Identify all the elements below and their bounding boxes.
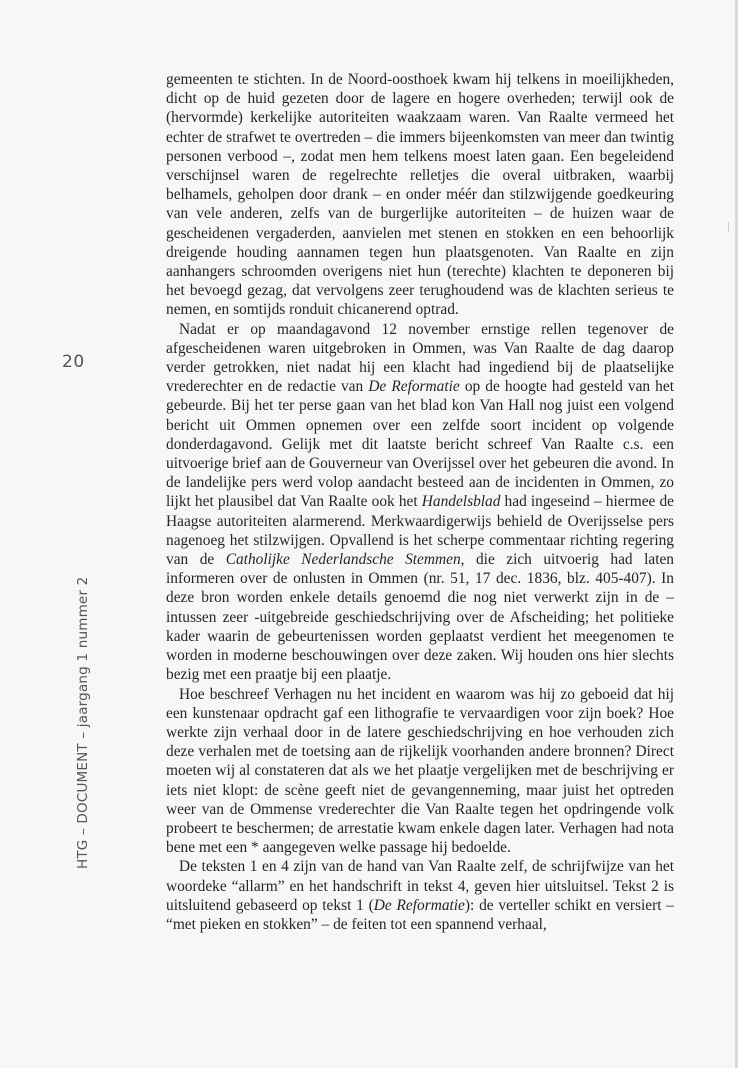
text-run: , die zich uitvoerig had laten informeren over de onlusten in Ommen (nr. 51, 17 dec. 1836, blz. 405-407). In deze bron worden enkele details genoemd die nog niet verwerkt zijn in de – intussen zeer -uitgebreide geschiedschrijving over de Afscheiding; het politieke kader waarin de gebeurtenissen worden geplaatst verdient het meegenomen te worden in moderne beschouwingen over deze zaken. Wij houden ons hier slechts bezig met een praatje bij een plaatje.	[166, 551, 674, 684]
text-run: op de hoogte had gesteld van het gebeurde. Bij het ter perse gaan van het blad kon Van Hall nog juist een volgend bericht uit Ommen opnemen over een zelfde soort incident op volgende donderdagavond. Gelijk met dit laatste bericht schreef Van Raalte c.s. een uitvoerige brief aan de Gouverneur van Overijssel over het gebeuren die avond. In de landelijke pers werd volop aandacht besteed aan de incidenten in Ommen, zo lijkt het plausibel dat Van Raalte ook het	[166, 378, 674, 511]
margin-mark	[728, 222, 733, 232]
italic-title: De Reformatie	[373, 896, 465, 914]
text-run: had ingeseind – hiermee de Haagse autoriteiten alarmerend. Merkwaardigerwijs behield de Overijsselse pers nagenoeg het stilzwijgen. Opvallend is het scherpe commentaar richting regering van de	[166, 493, 675, 569]
paragraph	[166, 685, 674, 858]
text-run: gemeenten te stichten. In de Noord-oosthoek kwam hij telkens in moeilijkheden, dicht op de huid gezeten door de lagere en hogere overheden; terwijl ook de (hervormde) kerkelijke autoriteiten waakzaam waren. Van Raalte vermeed het echter de strafwet te overtreden – die immers bijeenkomsten van meer dan twintig personen verbood –, zodat men hem telkens moest laten gaan. Een begeleidend verschijnsel waren de regelrechte relletjes die overal uitbraken, waarbij belhamels, geholpen door drank – en onder méér dan stilzwijgende goedkeuring van vele anderen, zelfs van de burgerlijke autoriteiten – de huizen waar de gescheidenen vergaderden, aanvielen met stenen en stokken en een behoorlijk dreigende houding aannamen tegen hun plaatsgenoten. Van Raalte en zijn aanhangers schroomden overigens niet hun (terechte) klachten te deponeren bij het bevoegd gezag, dat vervolgens zeer terughoudend was de klachten serieus te nemen, en somtijds ronduit chicanerend optrad.	[166, 71, 674, 319]
body-text	[166, 70, 674, 934]
text-run: De teksten 1 en 4 zijn van de hand van Van Raalte zelf, de schrijfwijze van het woordeke “allarm” en het handschrift in tekst 4, geven hier uitsluitsel. Tekst 2 is uitsluitend gebaseerd op tekst 1 (	[166, 858, 674, 914]
page-number: 20	[62, 352, 85, 372]
italic-title: Catholijke Nederlandsche Stemmen	[225, 551, 461, 569]
text-run: ): de verteller schikt en versiert – “met pieken en stokken” – de feiten tot een spannend verhaal,	[166, 896, 675, 933]
italic-title: De Reformatie	[368, 378, 460, 396]
paragraph	[166, 857, 674, 934]
paragraph	[166, 320, 674, 685]
italic-title: Handelsblad	[421, 493, 501, 511]
running-head: HTG – DOCUMENT – jaargang 1 nummer 2	[75, 576, 91, 869]
paragraph	[166, 70, 674, 320]
text-run: Hoe beschreef Verhagen nu het incident en waarom was hij zo geboeid dat hij een kunstenaar opdracht gaf een lithografie te vervaardigen voor zijn boek? Hoe werkte zijn verhaal door in de latere geschiedschrijving en hoe verhouden zich deze verhalen met de toetsing aan de rijkelijk voorhanden andere bronnen? Direct moeten wij al constateren dat als we het plaatje vergelijken met de beschrijving er iets niet klopt: de scène geeft niet de gevangenneming, maar juist het optreden weer van de Ommense vrederechter die Van Raalte tegen het opdringende volk probeert te beschermen; de arrestatie kwam enkele dagen later. Verhagen had nota bene met een * aangegeven welke passage hij bedoelde.	[166, 685, 674, 857]
text-run: Nadat er op maandagavond 12 november ernstige rellen tegenover de afgescheidenen waren uitgebroken in Ommen, was Van Raalte de dag daarop verder getrokken, niet nadat hij een klacht had ingediend bij de plaatselijke vrederechter en de redactie van	[166, 320, 674, 396]
